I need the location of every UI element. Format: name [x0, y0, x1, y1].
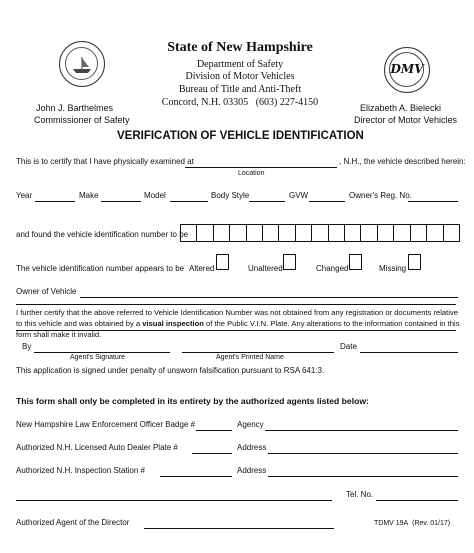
- make-label: Make: [79, 191, 99, 200]
- option-missing-label: Missing: [379, 264, 407, 273]
- agent-signature-label: Agent's Signature: [70, 354, 126, 361]
- badge-number-field[interactable]: [196, 430, 232, 431]
- vin-input[interactable]: [180, 224, 460, 242]
- vin-char-box[interactable]: [329, 225, 345, 241]
- owners-reg-no-label: Owner's Reg. No.: [349, 191, 412, 200]
- vin-char-box[interactable]: [263, 225, 279, 241]
- address1-label: Address: [237, 443, 267, 452]
- form-revision: (Rev. 01/17): [412, 520, 451, 527]
- certify-paragraph: [16, 307, 460, 340]
- vin-char-box[interactable]: [361, 225, 377, 241]
- agent-signature-field[interactable]: [34, 352, 170, 353]
- vin-char-box[interactable]: [181, 225, 197, 241]
- form-number-code: TDMV 19A: [374, 520, 409, 527]
- location-field[interactable]: [185, 167, 337, 168]
- commissioner-name: John J. Barthelmes: [36, 103, 114, 113]
- owners-reg-no-field[interactable]: [408, 201, 458, 202]
- form-number: [374, 520, 450, 527]
- owner-label: Owner of Vehicle: [16, 287, 77, 296]
- vin-char-box[interactable]: [197, 225, 213, 241]
- agent-printed-name-label: Agent's Printed Name: [216, 354, 284, 361]
- director-title: Director of Motor Vehicles: [354, 115, 458, 125]
- address2-label: Address: [237, 466, 267, 475]
- vin-char-box[interactable]: [247, 225, 263, 241]
- vin-char-box[interactable]: [230, 225, 246, 241]
- law-enforcement-label: New Hampshire Law Enforcement Officer Badge #: [16, 420, 196, 429]
- vin-found-text: and found the vehicle identification number to be: [16, 230, 189, 239]
- year-label: Year: [16, 191, 33, 200]
- header-address: Concord, N.H. 03305: [161, 97, 249, 108]
- tel-label: Tel. No.: [346, 490, 374, 499]
- vin-char-box[interactable]: [444, 225, 459, 241]
- changed-checkbox[interactable]: [349, 254, 362, 270]
- director-agent-field[interactable]: [144, 528, 334, 529]
- divider: [16, 330, 456, 331]
- altered-checkbox[interactable]: [216, 254, 229, 270]
- division-name: Division of Motor Vehicles: [185, 71, 295, 82]
- model-label: Model: [144, 191, 166, 200]
- tel-field[interactable]: [376, 500, 458, 501]
- dmv-logo-icon: [384, 47, 430, 93]
- penalty-text: This application is signed under penalty of unsworn falsification pursuant to RSA 641:3.: [16, 366, 325, 375]
- dealer-label: Authorized N.H. Licensed Auto Dealer Plate #: [16, 443, 178, 452]
- gvw-field[interactable]: [309, 201, 345, 202]
- vin-char-box[interactable]: [394, 225, 410, 241]
- divider: [16, 304, 456, 305]
- make-field[interactable]: [101, 201, 141, 202]
- certify-text: This is to certify that I have physically examined at: [16, 157, 194, 166]
- address-phone: [140, 97, 340, 108]
- vin-char-box[interactable]: [279, 225, 295, 241]
- authorized-note: This form shall only be completed in its entirety by the authorized agents listed below:: [16, 396, 369, 406]
- header-phone: (603) 227-4150: [255, 97, 319, 108]
- vin-appears-text: The vehicle identification number appears to be: [16, 264, 185, 273]
- missing-checkbox[interactable]: [408, 254, 421, 270]
- certify-suffix: , N.H., the vehicle described herein:: [339, 157, 466, 166]
- dmv-logo-text: DMV: [390, 62, 424, 76]
- agency-field[interactable]: [265, 430, 458, 431]
- unaltered-checkbox[interactable]: [283, 254, 296, 270]
- state-seal-icon: [59, 41, 105, 87]
- certify-paragraph-bold: visual inspection: [142, 319, 204, 328]
- bureau-name: Bureau of Title and Anti-Theft: [178, 84, 302, 95]
- vin-char-box[interactable]: [411, 225, 427, 241]
- commissioner-title: Commissioner of Safety: [34, 115, 130, 125]
- department-name: Department of Safety: [196, 59, 284, 70]
- date-label: Date: [340, 342, 357, 351]
- location-label: Location: [238, 170, 265, 177]
- vin-char-box[interactable]: [378, 225, 394, 241]
- inspection-label: Authorized N.H. Inspection Station #: [16, 466, 145, 475]
- certify-paragraph-part1: I further certify that the above referred to Vehicle Identification Number was not obtained from any registration or documents relative to this vehicle and was obtained by a: [16, 308, 458, 328]
- vin-char-box[interactable]: [427, 225, 443, 241]
- vin-char-box[interactable]: [312, 225, 328, 241]
- year-field[interactable]: [35, 201, 75, 202]
- address-continued-field[interactable]: [16, 500, 332, 501]
- date-field[interactable]: [360, 352, 458, 353]
- vin-char-box[interactable]: [214, 225, 230, 241]
- agency-label: Agency: [237, 420, 264, 429]
- certify-paragraph-part2: of the Public V.I.N. Plate. Any alterations to the information contained in this form shall make it invalid.: [16, 319, 460, 339]
- agent-printed-name-field[interactable]: [182, 352, 334, 353]
- dealer-plate-field[interactable]: [192, 453, 232, 454]
- inspection-station-field[interactable]: [160, 476, 232, 477]
- address2-field[interactable]: [268, 476, 458, 477]
- owner-field[interactable]: [80, 297, 458, 298]
- gvw-label: GVW: [289, 191, 309, 200]
- vin-char-box[interactable]: [296, 225, 312, 241]
- option-changed-label: Changed: [316, 264, 349, 273]
- director-agent-label: Authorized Agent of the Director: [16, 518, 130, 527]
- by-label: By: [22, 342, 32, 351]
- vin-char-box[interactable]: [345, 225, 361, 241]
- option-unaltered-label: Unaltered: [248, 264, 283, 273]
- director-name: Elizabeth A. Bielecki: [360, 103, 442, 113]
- model-field[interactable]: [170, 201, 208, 202]
- body-style-field[interactable]: [249, 201, 285, 202]
- option-altered-label: Altered: [189, 264, 215, 273]
- address1-field[interactable]: [268, 453, 458, 454]
- state-title: State of New Hampshire: [167, 40, 313, 55]
- body-style-label: Body Style: [211, 191, 250, 200]
- form-title: VERIFICATION OF VEHICLE IDENTIFICATION: [117, 130, 364, 142]
